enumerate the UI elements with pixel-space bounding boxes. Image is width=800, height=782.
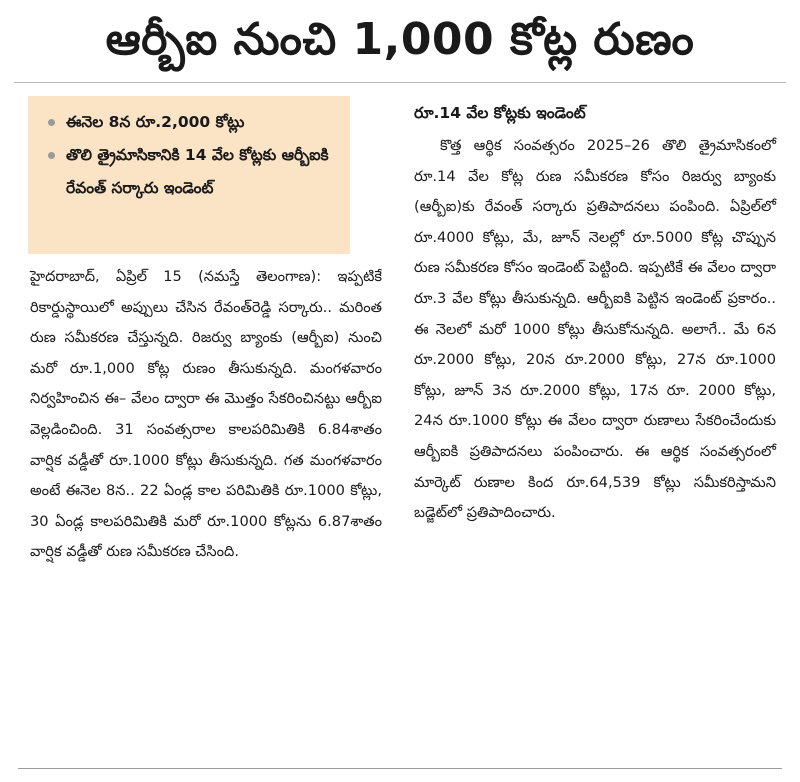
highlight-item bbox=[46, 139, 340, 205]
headline-divider bbox=[14, 82, 786, 83]
article-paragraph: హైదరాబాద్, ఏప్రిల్ 15 (నమస్తే తెలంగాణ): ఇప్పటికే రికార్డుస్థాయిలో అప్పులు చేసిన రేవంత్‌రెడ్డి సర్కారు.. మరింత రుణ సమీకరణ చేస్తున్నది. రిజర్వు బ్యాంకు (ఆర్బీఐ) నుంచి మరో రూ.1,000 కోట్ల రుణం తీసుకున్నది. మంగళవారం నిర్వహించిన ఈ– వేలం ద్వారా ఈ మొత్తం సేకరించినట్టు ఆర్బీఐ వెల్లడించింది. 31 సంవత్సరాల కాలపరిమితికి 6.84శాతం వార్షిక వడ్డీతో రూ.1000 కోట్లు తీసుకున్నది. గత మంగళవారం అంటే ఈనెల 8న.. 22 ఏండ్ల కాల పరిమితికి రూ.1000 కోట్లు, 30 ఏండ్ల కాలపరిమితికి మరో రూ.1000 కోట్లను 6.87శాతం వార్షిక వడ్డీతో రుణ సమీకరణ చేసింది. bbox=[30, 268, 382, 561]
highlight-text: ఈనెల 8న రూ.2,000 కోట్లు bbox=[66, 113, 245, 131]
headline: ఆర్బీఐ నుంచి 1,000 కోట్ల రుణం bbox=[105, 14, 695, 65]
article-column-right bbox=[414, 98, 776, 529]
article-column-left bbox=[30, 262, 382, 568]
highlight-text: తొలి త్రైమాసికానికి 14 వేల కోట్లకు ఆర్బీఐకి రేవంత్ సర్కారు ఇండెంట్ bbox=[66, 146, 329, 197]
bottom-divider bbox=[18, 768, 782, 769]
bullet-icon bbox=[48, 152, 55, 159]
section-subhead: రూ.14 వేల కోట్లకు ఇండెంట్ bbox=[414, 104, 586, 122]
highlight-item bbox=[46, 106, 340, 139]
bullet-icon bbox=[48, 119, 55, 126]
highlights-box bbox=[28, 96, 350, 254]
article-paragraph: కొత్త ఆర్థిక సంవత్సరం 2025–26 తొలి త్రైమాసికంలో రూ.14 వేల కోట్ల రుణ సమీకరణ కోసం రిజర్వు బ్యాంకు (ఆర్బీఐ)కు రేవంత్ సర్కారు ప్రతిపాదనలు పంపింది. ఏప్రిల్‌లో రూ.4000 కోట్లు, మే, జూన్ నెలల్లో రూ.5000 కోట్ల చొప్పున రుణ సమీకరణ కోసం ఇండెంట్ పెట్టింది. ఇప్పటికే ఈ వేలం ద్వారా రూ.3 వేల కోట్లు తీసుకున్నది. ఆర్బీఐకి పెట్టిన ఇండెంట్ ప్రకారం.. ఈ నెలలో మరో 1000 కోట్లు తీసుకోనున్నది. అలాగే.. మే 6న రూ.2000 కోట్లు, 20న రూ.2000 కోట్లు, 27న రూ.1000 కోట్లు, జూన్ 3న రూ.2000 కోట్లు, 17న రూ. 2000 కోట్లు, 24న రూ.1000 కోట్లు ఈ వేలం ద్వారా రుణాలు సేకరించేందుకు ఆర్బీఐకి ప్రతిపాదనలు పంపించారు. ఈ ఆర్థిక సంవత్సరంలో మార్కెట్ రుణాల కింద రూ.64,539 కోట్లు సమీకరిస్తామని బడ్జెట్‌లో ప్రతిపాదించారు. bbox=[414, 137, 776, 522]
